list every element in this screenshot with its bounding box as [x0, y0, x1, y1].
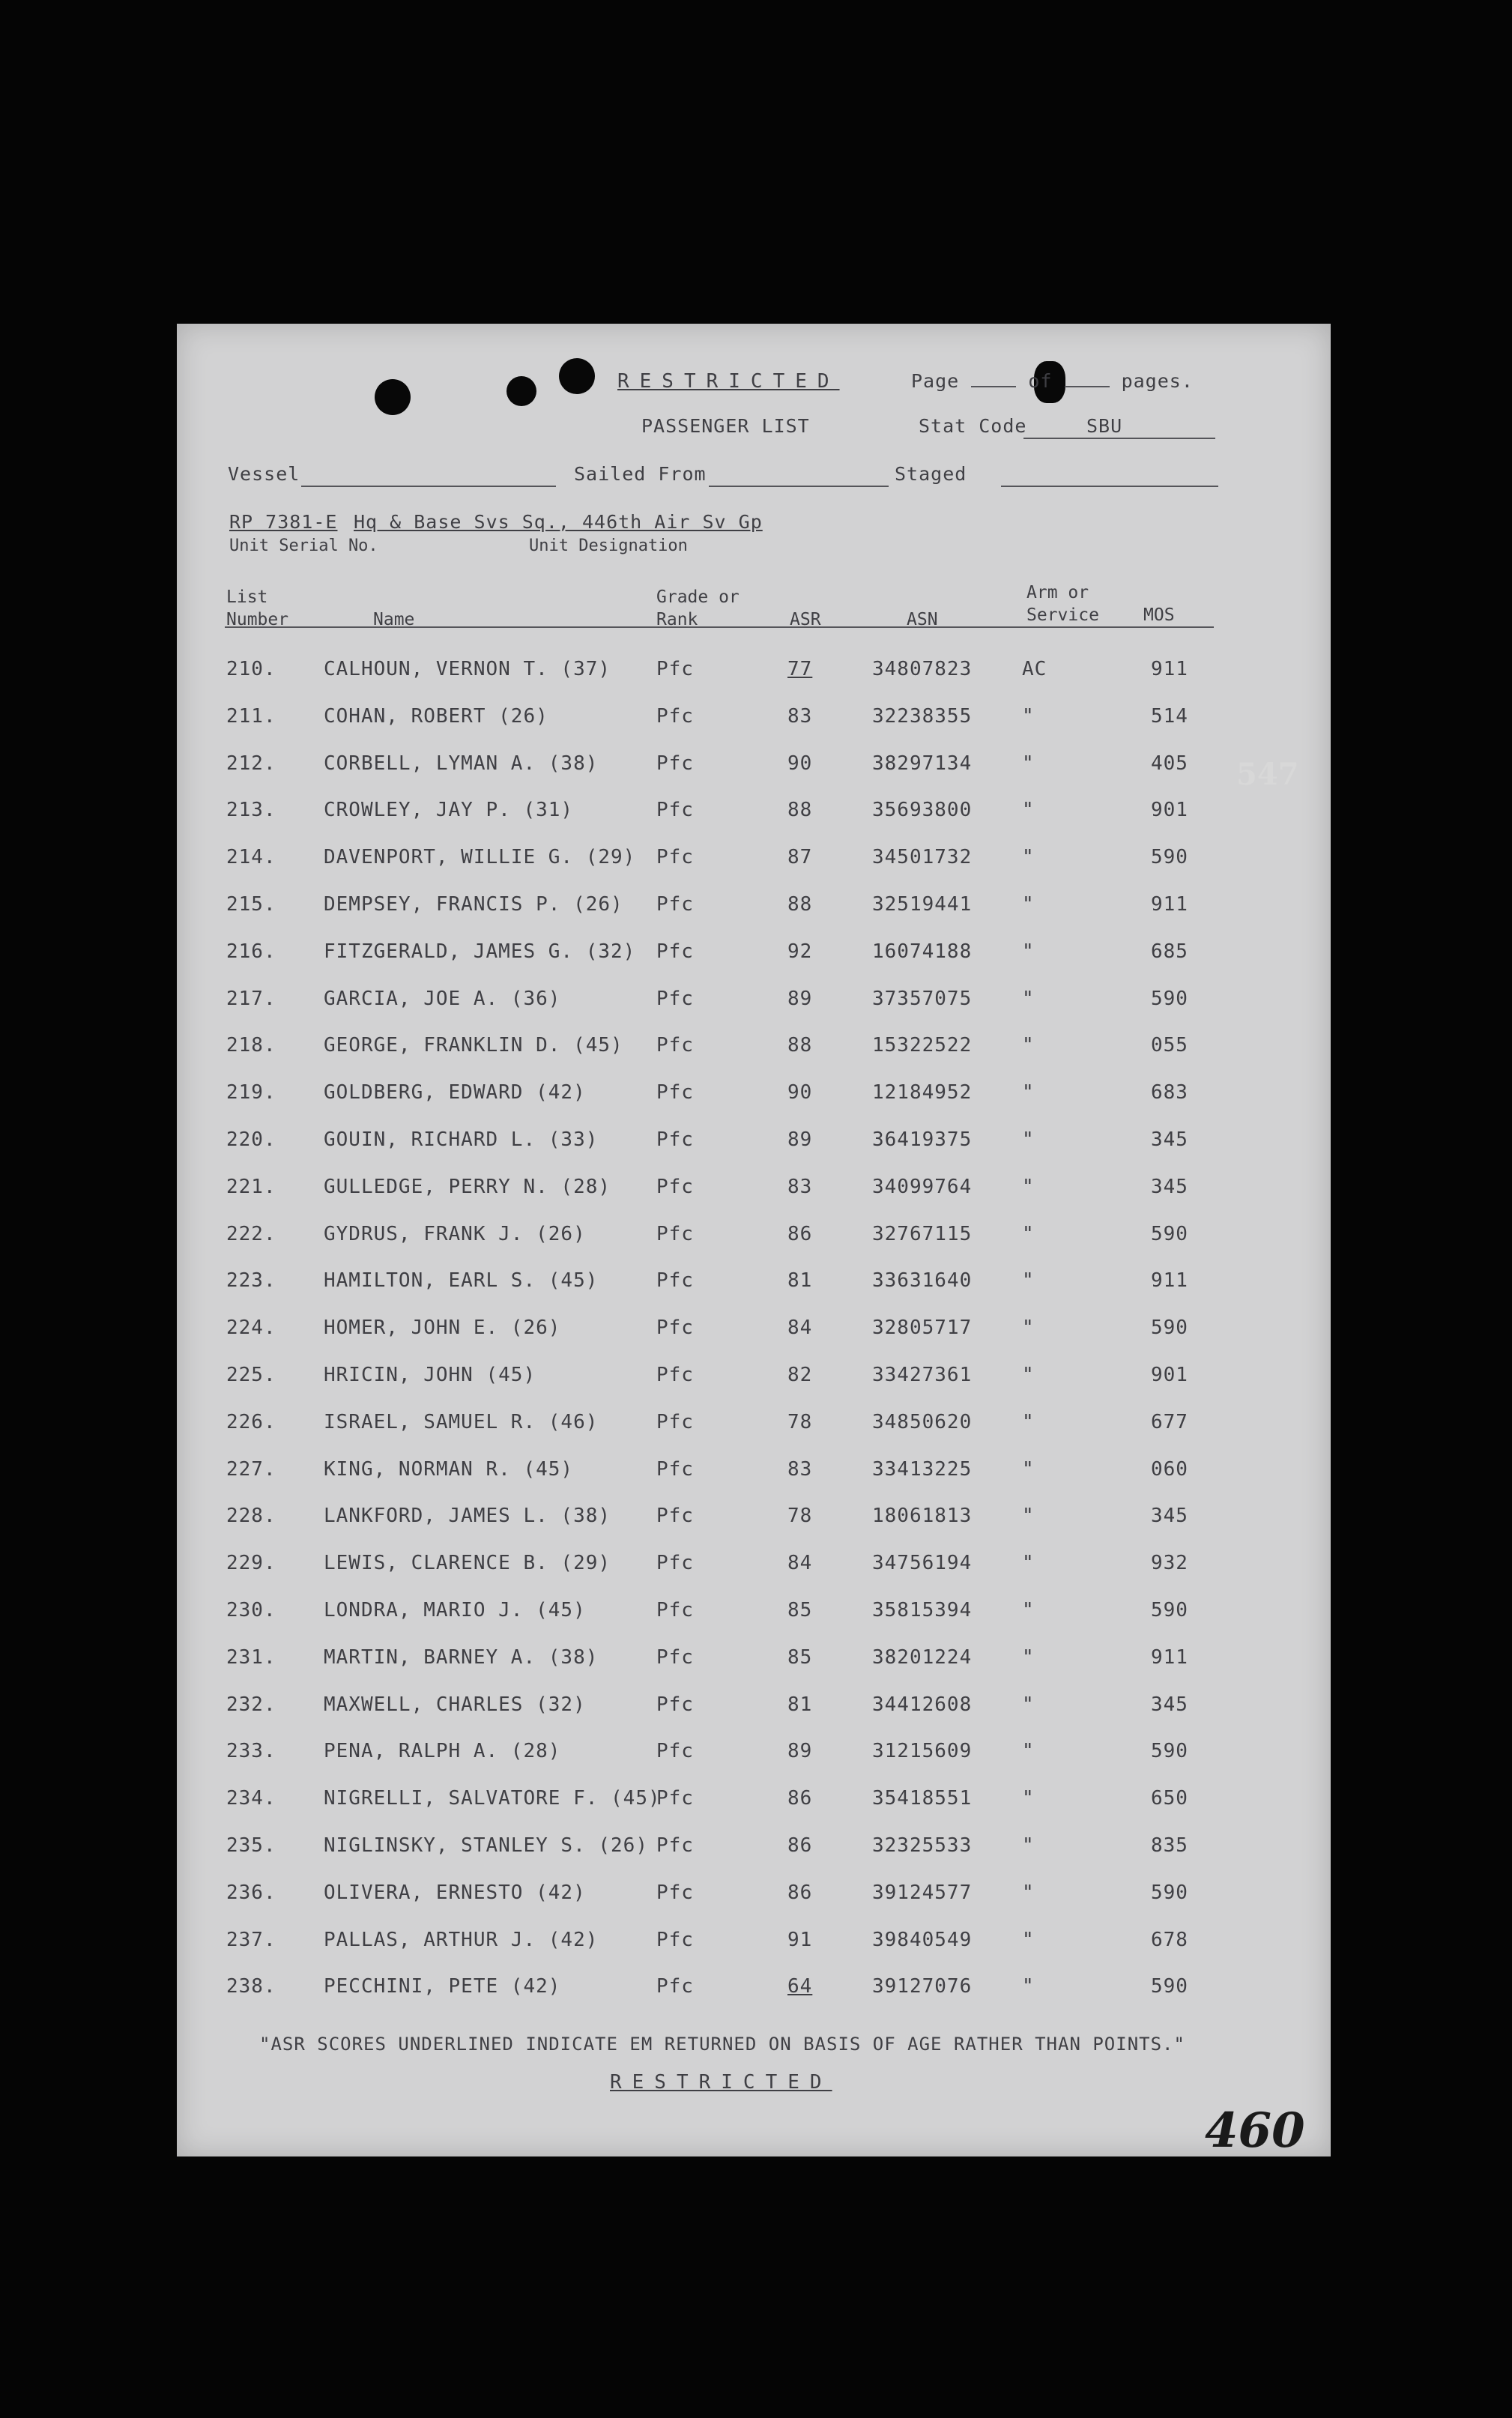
table-row: [177, 1646, 1331, 1693]
passenger-list-title: PASSENGER LIST: [641, 415, 810, 437]
grade-rank: Pfc: [656, 940, 694, 963]
table-row: [177, 1787, 1331, 1834]
table-row: [177, 1034, 1331, 1080]
asn-number: 35815394: [872, 1599, 973, 1621]
grade-rank: Pfc: [656, 893, 694, 916]
list-number: 226.: [226, 1411, 276, 1433]
arm-service: ": [1022, 1834, 1035, 1857]
table-row: [177, 1975, 1331, 2022]
passenger-name: CORBELL, LYMAN A. (38): [324, 752, 599, 775]
list-number: 218.: [226, 1034, 276, 1057]
asr-score: 83: [787, 1458, 813, 1481]
grade-rank: Pfc: [656, 1411, 694, 1433]
page-label: Page: [911, 370, 960, 392]
arm-service: ": [1022, 799, 1035, 821]
asr-score: 78: [787, 1505, 813, 1527]
asr-note: "ASR SCORES UNDERLINED INDICATE EM RETURNED ON BASIS OF AGE RATHER THAN POINTS.": [259, 2034, 1185, 2055]
vessel-line: [301, 486, 556, 487]
list-number: 221.: [226, 1176, 276, 1198]
list-number: 212.: [226, 752, 276, 775]
table-row: [177, 752, 1331, 799]
mos-code: 911: [1151, 893, 1188, 916]
passenger-name: LEWIS, CLARENCE B. (29): [324, 1552, 611, 1574]
table-row: [177, 988, 1331, 1034]
asr-score: 83: [787, 705, 813, 728]
grade-rank: Pfc: [656, 1081, 694, 1104]
passenger-name: PALLAS, ARTHUR J. (42): [324, 1929, 599, 1951]
asn-number: 34807823: [872, 658, 973, 680]
passenger-name: NIGLINSKY, STANLEY S. (26): [324, 1834, 648, 1857]
asn-number: 32238355: [872, 705, 973, 728]
passenger-name: PECCHINI, PETE (42): [324, 1975, 561, 1998]
list-number: 236.: [226, 1881, 276, 1904]
restricted-footer: RESTRICTED: [610, 2071, 832, 2094]
asr-score: 85: [787, 1646, 813, 1669]
arm-service: ": [1022, 1929, 1035, 1951]
asr-score: 88: [787, 799, 813, 821]
arm-service: ": [1022, 1034, 1035, 1057]
grade-rank: Pfc: [656, 1599, 694, 1621]
list-number: 213.: [226, 799, 276, 821]
asn-number: 39127076: [872, 1975, 973, 1998]
grade-rank: Pfc: [656, 1975, 694, 1998]
mos-code: 590: [1151, 1223, 1188, 1245]
asr-score: 85: [787, 1599, 813, 1621]
mos-code: 405: [1151, 752, 1188, 775]
asr-score: 64: [787, 1975, 813, 1998]
asn-number: 32519441: [872, 893, 973, 916]
list-number: 234.: [226, 1787, 276, 1810]
asr-score: 84: [787, 1317, 813, 1339]
asn-number: 39124577: [872, 1881, 973, 1904]
passenger-name: LONDRA, MARIO J. (45): [324, 1599, 586, 1621]
passenger-name: GEORGE, FRANKLIN D. (45): [324, 1034, 623, 1057]
header-underline: [225, 626, 1214, 628]
passenger-name: CROWLEY, JAY P. (31): [324, 799, 574, 821]
stat-code-label: Stat Code: [919, 415, 1027, 437]
pages-label: pages.: [1121, 370, 1194, 392]
grade-rank: Pfc: [656, 1740, 694, 1762]
col-header-asn: ASN: [907, 610, 938, 629]
mos-code: 590: [1151, 1317, 1188, 1339]
asr-score: 88: [787, 1034, 813, 1057]
passenger-name: CALHOUN, VERNON T. (37): [324, 658, 611, 680]
punch-hole-2: [506, 376, 536, 406]
passenger-name: PENA, RALPH A. (28): [324, 1740, 561, 1762]
arm-service: ": [1022, 1740, 1035, 1762]
grade-rank: Pfc: [656, 1176, 694, 1198]
passenger-name: HRICIN, JOHN (45): [324, 1364, 536, 1386]
mos-code: 650: [1151, 1787, 1188, 1810]
passenger-name: GULLEDGE, PERRY N. (28): [324, 1176, 611, 1198]
table-row: [177, 893, 1331, 940]
staged-line: [1001, 486, 1218, 487]
table-row: [177, 940, 1331, 987]
arm-service: ": [1022, 1128, 1035, 1151]
table-row: [177, 1834, 1331, 1881]
list-number: 214.: [226, 846, 276, 868]
mos-code: 911: [1151, 1269, 1188, 1292]
list-number: 219.: [226, 1081, 276, 1104]
table-row: [177, 1269, 1331, 1316]
arm-service: ": [1022, 705, 1035, 728]
asn-number: 15322522: [872, 1034, 973, 1057]
grade-rank: Pfc: [656, 1128, 694, 1151]
asn-number: 33631640: [872, 1269, 973, 1292]
table-row: [177, 1599, 1331, 1645]
passenger-name: HAMILTON, EARL S. (45): [324, 1269, 599, 1292]
col-header-name: Name: [373, 610, 415, 629]
asr-score: 81: [787, 1269, 813, 1292]
table-row: [177, 1552, 1331, 1598]
arm-service: ": [1022, 846, 1035, 868]
unit-serial-number: RP 7381-E: [229, 511, 338, 533]
passenger-name: MARTIN, BARNEY A. (38): [324, 1646, 599, 1669]
list-number: 211.: [226, 705, 276, 728]
arm-service: ": [1022, 1317, 1035, 1339]
asn-number: 32767115: [872, 1223, 973, 1245]
unit-designation-label: Unit Designation: [529, 537, 688, 555]
passenger-name: KING, NORMAN R. (45): [324, 1458, 574, 1481]
mos-code: 590: [1151, 846, 1188, 868]
table-row: [177, 1693, 1331, 1740]
grade-rank: Pfc: [656, 1364, 694, 1386]
passenger-name: COHAN, ROBERT (26): [324, 705, 548, 728]
asr-score: 89: [787, 988, 813, 1010]
list-number: 228.: [226, 1505, 276, 1527]
arm-service: ": [1022, 1411, 1035, 1433]
grade-rank: Pfc: [656, 1646, 694, 1669]
vessel-label: Vessel: [228, 463, 300, 485]
mos-code: 514: [1151, 705, 1188, 728]
mos-code: 345: [1151, 1505, 1188, 1527]
col-header-arm-service: Arm or Service: [1026, 583, 1099, 625]
list-number: 217.: [226, 988, 276, 1010]
passenger-name: NIGRELLI, SALVATORE F. (45): [324, 1787, 661, 1810]
grade-rank: Pfc: [656, 1693, 694, 1716]
mos-code: 678: [1151, 1929, 1188, 1951]
arm-service: ": [1022, 1881, 1035, 1904]
arm-service: ": [1022, 1223, 1035, 1245]
restricted-header: RESTRICTED: [617, 370, 840, 393]
asn-number: 16074188: [872, 940, 973, 963]
asn-number: 34756194: [872, 1552, 973, 1574]
asr-score: 77: [787, 658, 813, 680]
list-number: 227.: [226, 1458, 276, 1481]
asn-number: 31215609: [872, 1740, 973, 1762]
col-header-mos: MOS: [1143, 605, 1175, 625]
stat-code-value: SBU: [1086, 415, 1123, 437]
list-number: 210.: [226, 658, 276, 680]
asn-number: 34412608: [872, 1693, 973, 1716]
grade-rank: Pfc: [656, 1458, 694, 1481]
mos-code: 835: [1151, 1834, 1188, 1857]
arm-service: ": [1022, 1693, 1035, 1716]
asn-number: 18061813: [872, 1505, 973, 1527]
asn-number: 32805717: [872, 1317, 973, 1339]
asr-score: 86: [787, 1834, 813, 1857]
list-number: 235.: [226, 1834, 276, 1857]
total-pages-blank: [1065, 386, 1110, 387]
arm-service: ": [1022, 1552, 1035, 1574]
table-row: [177, 1223, 1331, 1269]
arm-service: ": [1022, 1646, 1035, 1669]
asr-score: 86: [787, 1881, 813, 1904]
mos-code: 683: [1151, 1081, 1188, 1104]
asr-score: 86: [787, 1223, 813, 1245]
arm-service: ": [1022, 1081, 1035, 1104]
handwritten-number: 460: [1205, 2103, 1305, 2159]
table-row: [177, 1081, 1331, 1128]
list-number: 225.: [226, 1364, 276, 1386]
table-row: [177, 846, 1331, 892]
arm-service: ": [1022, 1364, 1035, 1386]
grade-rank: Pfc: [656, 658, 694, 680]
grade-rank: Pfc: [656, 1223, 694, 1245]
mos-code: 685: [1151, 940, 1188, 963]
asn-number: 39840549: [872, 1929, 973, 1951]
arm-service: ": [1022, 1975, 1035, 1998]
list-number: 222.: [226, 1223, 276, 1245]
grade-rank: Pfc: [656, 1929, 694, 1951]
asn-number: 34501732: [872, 846, 973, 868]
grade-rank: Pfc: [656, 799, 694, 821]
table-row: [177, 705, 1331, 752]
page-count: [911, 370, 1194, 392]
arm-service: ": [1022, 988, 1035, 1010]
grade-rank: Pfc: [656, 1552, 694, 1574]
asr-score: 82: [787, 1364, 813, 1386]
grade-rank: Pfc: [656, 752, 694, 775]
passenger-name: DEMPSEY, FRANCIS P. (26): [324, 893, 623, 916]
sailed-from-line: [709, 486, 889, 487]
grade-rank: Pfc: [656, 1269, 694, 1292]
table-row: [177, 1317, 1331, 1363]
asr-score: 88: [787, 893, 813, 916]
margin-page-number: 547: [1236, 757, 1299, 792]
mos-code: 932: [1151, 1552, 1188, 1574]
mos-code: 345: [1151, 1693, 1188, 1716]
table-row: [177, 1128, 1331, 1175]
table-row: [177, 799, 1331, 845]
arm-service: ": [1022, 1458, 1035, 1481]
arm-service: ": [1022, 1599, 1035, 1621]
list-number: 237.: [226, 1929, 276, 1951]
arm-service: ": [1022, 893, 1035, 916]
passenger-name: OLIVERA, ERNESTO (42): [324, 1881, 586, 1904]
passenger-name: GOLDBERG, EDWARD (42): [324, 1081, 586, 1104]
passenger-name: GOUIN, RICHARD L. (33): [324, 1128, 599, 1151]
arm-service: ": [1022, 1176, 1035, 1198]
asn-number: 35693800: [872, 799, 973, 821]
grade-rank: Pfc: [656, 1834, 694, 1857]
mos-code: 901: [1151, 799, 1188, 821]
list-number: 230.: [226, 1599, 276, 1621]
arm-service: ": [1022, 752, 1035, 775]
passenger-name: FITZGERALD, JAMES G. (32): [324, 940, 636, 963]
mos-code: 677: [1151, 1411, 1188, 1433]
grade-rank: Pfc: [656, 1505, 694, 1527]
asr-score: 78: [787, 1411, 813, 1433]
table-row: [177, 1364, 1331, 1410]
grade-rank: Pfc: [656, 988, 694, 1010]
asn-number: 35418551: [872, 1787, 973, 1810]
grade-rank: Pfc: [656, 1317, 694, 1339]
col-header-list-number: List Number: [226, 587, 289, 629]
asn-number: 33427361: [872, 1364, 973, 1386]
table-row: [177, 1176, 1331, 1222]
list-number: 223.: [226, 1269, 276, 1292]
mos-code: 345: [1151, 1176, 1188, 1198]
passenger-name: HOMER, JOHN E. (26): [324, 1317, 561, 1339]
sailed-from-label: Sailed From: [574, 463, 707, 485]
asr-score: 86: [787, 1787, 813, 1810]
arm-service: AC: [1022, 658, 1047, 680]
stat-code-line: [1023, 438, 1215, 439]
table-row: [177, 1505, 1331, 1551]
asr-score: 84: [787, 1552, 813, 1574]
asr-score: 81: [787, 1693, 813, 1716]
asn-number: 34850620: [872, 1411, 973, 1433]
grade-rank: Pfc: [656, 705, 694, 728]
asn-number: 32325533: [872, 1834, 973, 1857]
mos-code: 055: [1151, 1034, 1188, 1057]
col-header-grade: Grade or Rank: [656, 587, 740, 629]
list-number: 231.: [226, 1646, 276, 1669]
asn-number: 12184952: [872, 1081, 973, 1104]
asr-score: 91: [787, 1929, 813, 1951]
arm-service: ": [1022, 1505, 1035, 1527]
grade-rank: Pfc: [656, 1787, 694, 1810]
mos-code: 590: [1151, 1740, 1188, 1762]
list-number: 224.: [226, 1317, 276, 1339]
unit-serial-label: Unit Serial No.: [229, 537, 378, 555]
passenger-name: LANKFORD, JAMES L. (38): [324, 1505, 611, 1527]
asn-number: 33413225: [872, 1458, 973, 1481]
list-number: 215.: [226, 893, 276, 916]
asn-number: 37357075: [872, 988, 973, 1010]
passenger-name: DAVENPORT, WILLIE G. (29): [324, 846, 636, 868]
passenger-name: GARCIA, JOE A. (36): [324, 988, 561, 1010]
table-row: [177, 1458, 1331, 1505]
document-sheet: [177, 324, 1331, 2156]
col-header-asr: ASR: [790, 610, 821, 629]
passenger-name: MAXWELL, CHARLES (32): [324, 1693, 586, 1716]
asn-number: 34099764: [872, 1176, 973, 1198]
asn-number: 38201224: [872, 1646, 973, 1669]
mos-code: 590: [1151, 1599, 1188, 1621]
table-row: [177, 1411, 1331, 1457]
asn-number: 36419375: [872, 1128, 973, 1151]
asr-score: 83: [787, 1176, 813, 1198]
asr-score: 89: [787, 1740, 813, 1762]
asn-number: 38297134: [872, 752, 973, 775]
staged-label: Staged: [895, 463, 967, 485]
mos-code: 911: [1151, 1646, 1188, 1669]
asr-score: 92: [787, 940, 813, 963]
mos-code: 911: [1151, 658, 1188, 680]
mos-code: 901: [1151, 1364, 1188, 1386]
page-number-blank: [971, 386, 1016, 387]
list-number: 229.: [226, 1552, 276, 1574]
list-number: 220.: [226, 1128, 276, 1151]
table-row: [177, 658, 1331, 704]
list-number: 232.: [226, 1693, 276, 1716]
table-row: [177, 1881, 1331, 1928]
arm-service: ": [1022, 940, 1035, 963]
mos-code: 590: [1151, 988, 1188, 1010]
arm-service: ": [1022, 1787, 1035, 1810]
asr-score: 90: [787, 1081, 813, 1104]
passenger-name: ISRAEL, SAMUEL R. (46): [324, 1411, 599, 1433]
asr-score: 90: [787, 752, 813, 775]
passenger-name: GYDRUS, FRANK J. (26): [324, 1223, 586, 1245]
unit-designation: Hq & Base Svs Sq., 446th Air Sv Gp: [354, 511, 763, 533]
asr-score: 89: [787, 1128, 813, 1151]
passenger-table: [177, 658, 1331, 1998]
punch-hole-1: [375, 379, 411, 415]
grade-rank: Pfc: [656, 1881, 694, 1904]
mos-code: 590: [1151, 1881, 1188, 1904]
list-number: 238.: [226, 1975, 276, 1998]
punch-hole-3: [559, 358, 595, 394]
of-label: of: [1028, 370, 1053, 392]
table-row: [177, 1929, 1331, 1975]
mos-code: 590: [1151, 1975, 1188, 1998]
table-row: [177, 1740, 1331, 1786]
list-number: 216.: [226, 940, 276, 963]
grade-rank: Pfc: [656, 1034, 694, 1057]
list-number: 233.: [226, 1740, 276, 1762]
asr-score: 87: [787, 846, 813, 868]
mos-code: 345: [1151, 1128, 1188, 1151]
grade-rank: Pfc: [656, 846, 694, 868]
arm-service: ": [1022, 1269, 1035, 1292]
mos-code: 060: [1151, 1458, 1188, 1481]
